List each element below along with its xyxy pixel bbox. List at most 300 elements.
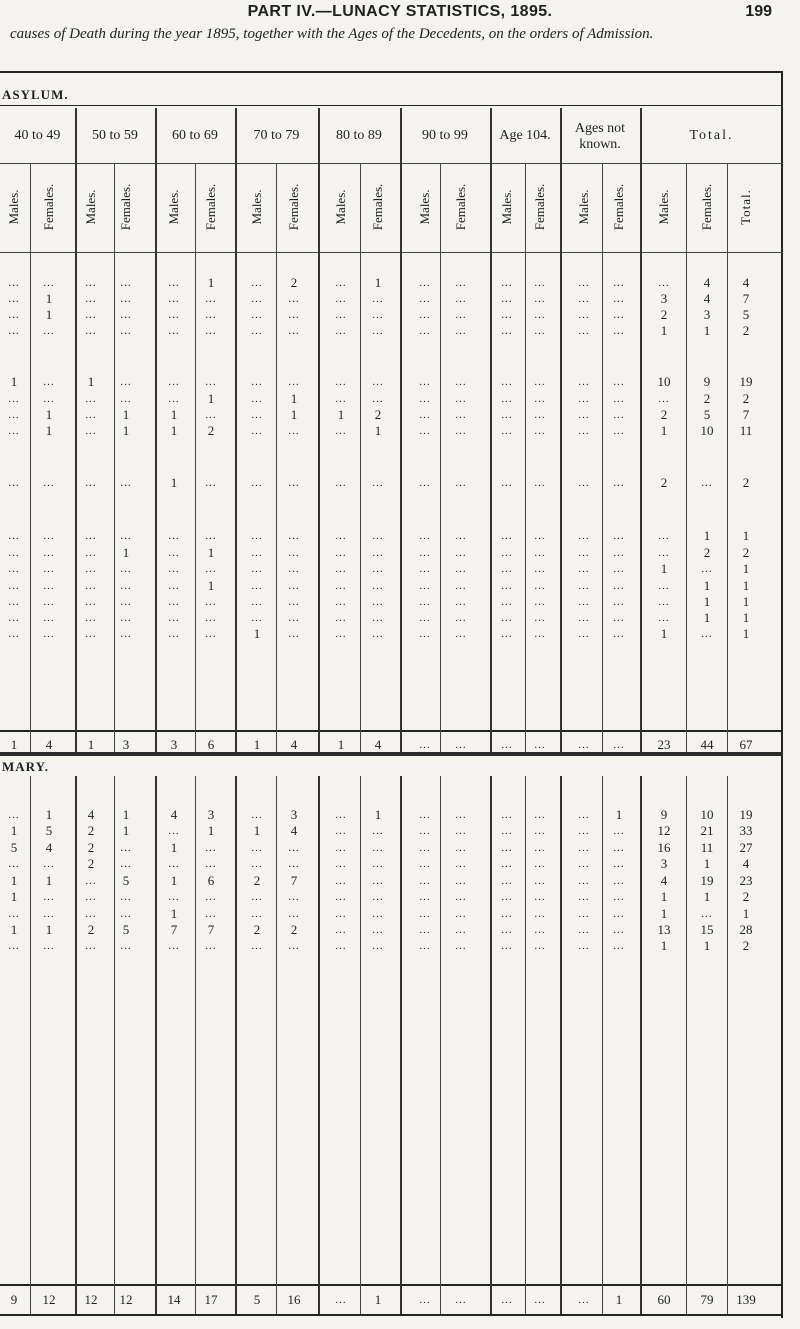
table-cell: ...	[372, 580, 384, 592]
table-cell: ...	[120, 530, 132, 542]
table-cell: ...	[43, 530, 55, 542]
table-cell: ...	[251, 809, 263, 821]
table-caption: causes of Death during the year 1895, together with the Ages of the Decedents, on the orders of Admission.	[10, 26, 654, 42]
table-cell: ...	[534, 628, 546, 640]
total-cell: 14	[167, 1292, 181, 1307]
table-cell: ...	[85, 293, 97, 305]
table-cell: ...	[613, 477, 625, 489]
table-cell: ...	[120, 277, 132, 289]
table-cell: ...	[251, 477, 263, 489]
total-cell: ...	[455, 739, 467, 751]
table-cell: ...	[372, 908, 384, 920]
total-cell: 4	[290, 737, 298, 752]
table-cell: ...	[534, 477, 546, 489]
column-sub-header	[530, 165, 550, 249]
table-cell: ...	[85, 393, 97, 405]
table-cell: ...	[85, 309, 97, 321]
table-cell: ...	[419, 425, 431, 437]
table-cell: ...	[534, 891, 546, 903]
table-cell: ...	[455, 858, 467, 870]
table-cell: 4	[290, 823, 298, 838]
table-cell: 2	[290, 275, 298, 290]
table-cell: ...	[534, 809, 546, 821]
table-cell: ...	[578, 825, 590, 837]
table-cell: ...	[501, 309, 513, 321]
table-cell: ...	[455, 309, 467, 321]
table-cell: 3	[703, 307, 711, 322]
table-cell: 2	[742, 889, 750, 904]
table-cell: ...	[455, 580, 467, 592]
table-cell: 1	[660, 626, 668, 641]
table-cell: ...	[455, 393, 467, 405]
column-divider	[400, 108, 402, 752]
column-sub-header	[81, 165, 101, 249]
table-cell: ...	[251, 612, 263, 624]
table-cell: 2	[742, 391, 750, 406]
table-cell: ...	[534, 612, 546, 624]
table-cell: ...	[205, 612, 217, 624]
column-divider	[640, 108, 642, 752]
table-cell: ...	[205, 842, 217, 854]
table-cell: ...	[658, 530, 670, 542]
table-cell: ...	[372, 858, 384, 870]
table-cell: ...	[43, 612, 55, 624]
table-cell: ...	[251, 547, 263, 559]
column-sub-header	[201, 165, 221, 249]
table-cell: 1	[207, 391, 215, 406]
table-cell: ...	[335, 924, 347, 936]
table-cell: ...	[501, 376, 513, 388]
table-cell: ...	[85, 477, 97, 489]
table-cell: ...	[8, 547, 20, 559]
table-cell: ...	[205, 596, 217, 608]
table-cell: 7	[290, 873, 298, 888]
table-cell: ...	[288, 858, 300, 870]
table-cell: 7	[742, 291, 750, 306]
table-cell: ...	[613, 425, 625, 437]
total-cell: 3	[170, 737, 178, 752]
table-cell: ...	[455, 628, 467, 640]
table-cell: ...	[288, 293, 300, 305]
column-group-header: Total.	[689, 128, 734, 143]
table-cell: 1	[615, 807, 623, 822]
column-sub-header-label: Males.	[576, 189, 591, 225]
table-cell: ...	[8, 908, 20, 920]
table-cell: ...	[578, 580, 590, 592]
table-cell: 13	[657, 922, 671, 937]
table-cell: ...	[578, 875, 590, 887]
table-cell: ...	[335, 825, 347, 837]
table-cell: ...	[8, 409, 20, 421]
column-sub-header-label: Males.	[656, 189, 671, 225]
table-cell: ...	[85, 409, 97, 421]
table-cell: ...	[120, 580, 132, 592]
column-sub-header-label: Females.	[370, 183, 385, 231]
table-cell: ...	[455, 825, 467, 837]
table-cell: ...	[335, 309, 347, 321]
table-cell: ...	[8, 858, 20, 870]
table-cell: ...	[372, 530, 384, 542]
table-cell: ...	[85, 325, 97, 337]
table-cell: ...	[501, 891, 513, 903]
table-cell: ...	[578, 612, 590, 624]
table-frame	[0, 71, 783, 1318]
table-cell: 21	[700, 823, 714, 838]
table-cell: ...	[205, 477, 217, 489]
table-cell: ...	[85, 875, 97, 887]
table-cell: ...	[372, 825, 384, 837]
table-cell: ...	[288, 425, 300, 437]
table-cell: ...	[43, 908, 55, 920]
table-cell: ...	[205, 858, 217, 870]
table-cell: 4	[170, 807, 178, 822]
table-cell: ...	[8, 325, 20, 337]
table-cell: 1	[10, 922, 18, 937]
table-cell: ...	[205, 293, 217, 305]
column-sub-header-label: Females.	[699, 183, 714, 231]
column-group-header: 60 to 69	[172, 128, 218, 143]
table-cell: ...	[419, 596, 431, 608]
table-cell: 1	[10, 889, 18, 904]
table-cell: ...	[613, 409, 625, 421]
table-cell: 6	[207, 873, 215, 888]
table-cell: ...	[85, 940, 97, 952]
column-sub-header	[164, 165, 184, 249]
table-cell: ...	[578, 891, 590, 903]
table-cell: ...	[419, 908, 431, 920]
table-cell: ...	[85, 891, 97, 903]
table-cell: ...	[455, 908, 467, 920]
table-cell: ...	[43, 940, 55, 952]
table-cell: ...	[372, 293, 384, 305]
table-cell: ...	[43, 628, 55, 640]
table-cell: ...	[455, 924, 467, 936]
table-cell: ...	[501, 809, 513, 821]
table-cell: 5	[703, 407, 711, 422]
table-cell: ...	[251, 842, 263, 854]
table-cell: 4	[45, 840, 53, 855]
table-cell: ...	[85, 612, 97, 624]
table-cell: 1	[122, 423, 130, 438]
table-cell: 1	[122, 407, 130, 422]
table-cell: 1	[742, 626, 750, 641]
table-cell: ...	[205, 530, 217, 542]
total-cell: ...	[578, 739, 590, 751]
table-cell: ...	[168, 596, 180, 608]
table-cell: ...	[578, 425, 590, 437]
table-cell: ...	[168, 940, 180, 952]
table-cell: ...	[43, 477, 55, 489]
table-cell: 2	[660, 407, 668, 422]
table-cell: ...	[534, 547, 546, 559]
table-cell: 10	[700, 423, 714, 438]
table-cell: ...	[534, 293, 546, 305]
table-cell: 23	[739, 873, 753, 888]
section-label-infirmary: MARY.	[2, 759, 50, 774]
column-divider	[195, 163, 196, 752]
table-cell: ...	[455, 376, 467, 388]
total-cell: 23	[657, 737, 671, 752]
column-sub-header	[4, 165, 24, 249]
table-cell: ...	[578, 940, 590, 952]
table-cell: ...	[534, 924, 546, 936]
table-cell: ...	[534, 425, 546, 437]
table-cell: 1	[207, 578, 215, 593]
total-cell: 1	[374, 1292, 382, 1307]
table-cell: ...	[251, 580, 263, 592]
table-cell: ...	[578, 908, 590, 920]
column-sub-header-label: Males.	[83, 189, 98, 225]
table-cell: ...	[455, 809, 467, 821]
table-cell: 1	[742, 561, 750, 576]
table-cell: ...	[251, 376, 263, 388]
table-cell: ...	[455, 612, 467, 624]
table-cell: ...	[8, 628, 20, 640]
table-cell: ...	[335, 940, 347, 952]
table-cell: 2	[660, 475, 668, 490]
table-cell: ...	[419, 325, 431, 337]
table-cell: ...	[288, 580, 300, 592]
table-cell: ...	[288, 908, 300, 920]
table-cell: ...	[455, 547, 467, 559]
table-cell: ...	[120, 612, 132, 624]
table-cell: ...	[205, 908, 217, 920]
table-cell: 5	[122, 922, 130, 937]
page-number: 199	[745, 3, 772, 20]
table-cell: ...	[168, 580, 180, 592]
table-cell: ...	[613, 277, 625, 289]
table-cell: ...	[534, 596, 546, 608]
table-cell: ...	[251, 425, 263, 437]
table-cell: ...	[501, 547, 513, 559]
table-cell: 2	[253, 873, 261, 888]
table-cell: ...	[251, 858, 263, 870]
table-cell: ...	[168, 612, 180, 624]
table-cell: ...	[578, 596, 590, 608]
table-cell: ...	[168, 393, 180, 405]
table-cell: ...	[372, 628, 384, 640]
table-cell: 1	[45, 307, 53, 322]
table-cell: ...	[578, 293, 590, 305]
table-cell: ...	[168, 309, 180, 321]
table-cell: ...	[335, 547, 347, 559]
column-sub-header-label: Males.	[333, 189, 348, 225]
column-sub-header-label: Females.	[118, 183, 133, 231]
column-sub-header	[574, 165, 594, 249]
table-cell: 1	[10, 374, 18, 389]
table-cell: ...	[419, 530, 431, 542]
table-cell: ...	[120, 309, 132, 321]
table-cell: 1	[703, 856, 711, 871]
table-cell: ...	[658, 580, 670, 592]
table-cell: ...	[501, 628, 513, 640]
table-cell: 1	[703, 528, 711, 543]
table-cell: ...	[168, 547, 180, 559]
table-cell: ...	[501, 612, 513, 624]
table-cell: ...	[578, 477, 590, 489]
table-cell: 27	[739, 840, 753, 855]
table-cell: 1	[290, 391, 298, 406]
table-cell: 1	[660, 561, 668, 576]
table-cell: 1	[45, 423, 53, 438]
column-sub-header-label: Females.	[453, 183, 468, 231]
table-cell: ...	[701, 628, 713, 640]
table-cell: ...	[419, 858, 431, 870]
table-cell: ...	[288, 842, 300, 854]
table-cell: ...	[613, 891, 625, 903]
table-cell: ...	[335, 277, 347, 289]
table-cell: ...	[534, 858, 546, 870]
table-cell: 1	[742, 578, 750, 593]
table-cell: ...	[205, 628, 217, 640]
table-cell: 2	[742, 475, 750, 490]
column-sub-header-label: Males.	[166, 189, 181, 225]
table-cell: ...	[419, 809, 431, 821]
table-cell: ...	[372, 924, 384, 936]
table-cell: ...	[8, 393, 20, 405]
group-header-rule	[0, 163, 783, 164]
table-cell: 19	[739, 807, 753, 822]
table-cell: 1	[703, 578, 711, 593]
table-cell: 3	[290, 807, 298, 822]
table-cell: 5	[10, 840, 18, 855]
table-cell: ...	[8, 940, 20, 952]
table-cell: 16	[657, 840, 671, 855]
column-divider	[30, 163, 31, 752]
table-cell: 2	[742, 545, 750, 560]
table-cell: 2	[703, 545, 711, 560]
table-cell: 2	[742, 323, 750, 338]
table-cell: 9	[660, 807, 668, 822]
table-cell: ...	[251, 940, 263, 952]
table-cell: ...	[534, 325, 546, 337]
table-cell: ...	[419, 628, 431, 640]
table-cell: ...	[168, 293, 180, 305]
table-cell: ...	[613, 940, 625, 952]
table-cell: ...	[335, 376, 347, 388]
column-divider	[440, 163, 441, 752]
table-cell: ...	[419, 277, 431, 289]
table-cell: ...	[335, 612, 347, 624]
table-cell: 2	[87, 840, 95, 855]
table-cell: 19	[739, 374, 753, 389]
table-cell: ...	[501, 580, 513, 592]
total-cell: 1	[253, 737, 261, 752]
column-sub-header	[368, 165, 388, 249]
total-cell: 44	[700, 737, 714, 752]
column-divider	[276, 163, 277, 752]
table-cell: ...	[85, 277, 97, 289]
table-cell: ...	[120, 891, 132, 903]
table-cell: ...	[613, 530, 625, 542]
column-divider	[602, 163, 603, 752]
table-cell: ...	[372, 393, 384, 405]
table-cell: ...	[613, 393, 625, 405]
table-cell: ...	[8, 530, 20, 542]
table-cell: 1	[374, 275, 382, 290]
table-cell: ...	[501, 596, 513, 608]
table-cell: 7	[742, 407, 750, 422]
table-cell: ...	[419, 612, 431, 624]
table-cell: ...	[701, 477, 713, 489]
table-cell: 1	[122, 807, 130, 822]
column-sub-header	[654, 165, 674, 249]
column-divider	[114, 163, 115, 752]
table-cell: ...	[578, 409, 590, 421]
table-cell: ...	[8, 612, 20, 624]
table-cell: 3	[660, 856, 668, 871]
table-bottom-rule	[0, 1314, 783, 1316]
column-divider	[560, 776, 562, 1314]
table-cell: ...	[85, 596, 97, 608]
column-group-header: 90 to 99	[422, 128, 468, 143]
table-cell: ...	[335, 891, 347, 903]
total-cell: 5	[253, 1292, 261, 1307]
table-cell: ...	[501, 908, 513, 920]
table-cell: 3	[207, 807, 215, 822]
total-cell: 60	[657, 1292, 671, 1307]
table-cell: ...	[251, 563, 263, 575]
table-cell: 2	[253, 922, 261, 937]
column-divider	[640, 776, 642, 1314]
table-cell: ...	[501, 477, 513, 489]
table-cell: ...	[335, 628, 347, 640]
table-cell: ...	[85, 547, 97, 559]
table-cell: ...	[372, 875, 384, 887]
table-cell: 2	[742, 938, 750, 953]
table-cell: ...	[534, 908, 546, 920]
table-cell: 1	[660, 938, 668, 953]
table-cell: ...	[335, 596, 347, 608]
table-cell: ...	[534, 409, 546, 421]
table-cell: 3	[660, 291, 668, 306]
table-cell: ...	[501, 425, 513, 437]
total-cell: 6	[207, 737, 215, 752]
table-cell: ...	[335, 530, 347, 542]
table-cell: ...	[419, 563, 431, 575]
table-cell: ...	[455, 530, 467, 542]
table-cell: ...	[658, 612, 670, 624]
table-cell: ...	[120, 858, 132, 870]
column-sub-header-label: Males.	[6, 189, 21, 225]
table-cell: ...	[578, 393, 590, 405]
table-cell: ...	[8, 563, 20, 575]
column-divider	[686, 163, 687, 752]
table-cell: ...	[372, 842, 384, 854]
column-group-header: 50 to 59	[92, 128, 138, 143]
table-cell: ...	[501, 924, 513, 936]
table-cell: 33	[739, 823, 753, 838]
table-cell: ...	[613, 376, 625, 388]
table-cell: ...	[8, 425, 20, 437]
table-cell: ...	[288, 309, 300, 321]
column-sub-header	[415, 165, 435, 249]
table-cell: ...	[534, 393, 546, 405]
table-cell: ...	[288, 547, 300, 559]
table-cell: ...	[43, 393, 55, 405]
total-cell: 139	[736, 1292, 756, 1307]
table-cell: ...	[43, 325, 55, 337]
table-cell: 1	[45, 291, 53, 306]
table-cell: ...	[205, 376, 217, 388]
total-cell: 9	[10, 1292, 18, 1307]
table-cell: ...	[43, 547, 55, 559]
table-cell: 1	[660, 889, 668, 904]
table-cell: ...	[8, 596, 20, 608]
table-cell: ...	[455, 940, 467, 952]
table-cell: ...	[501, 875, 513, 887]
table-cell: ...	[85, 580, 97, 592]
